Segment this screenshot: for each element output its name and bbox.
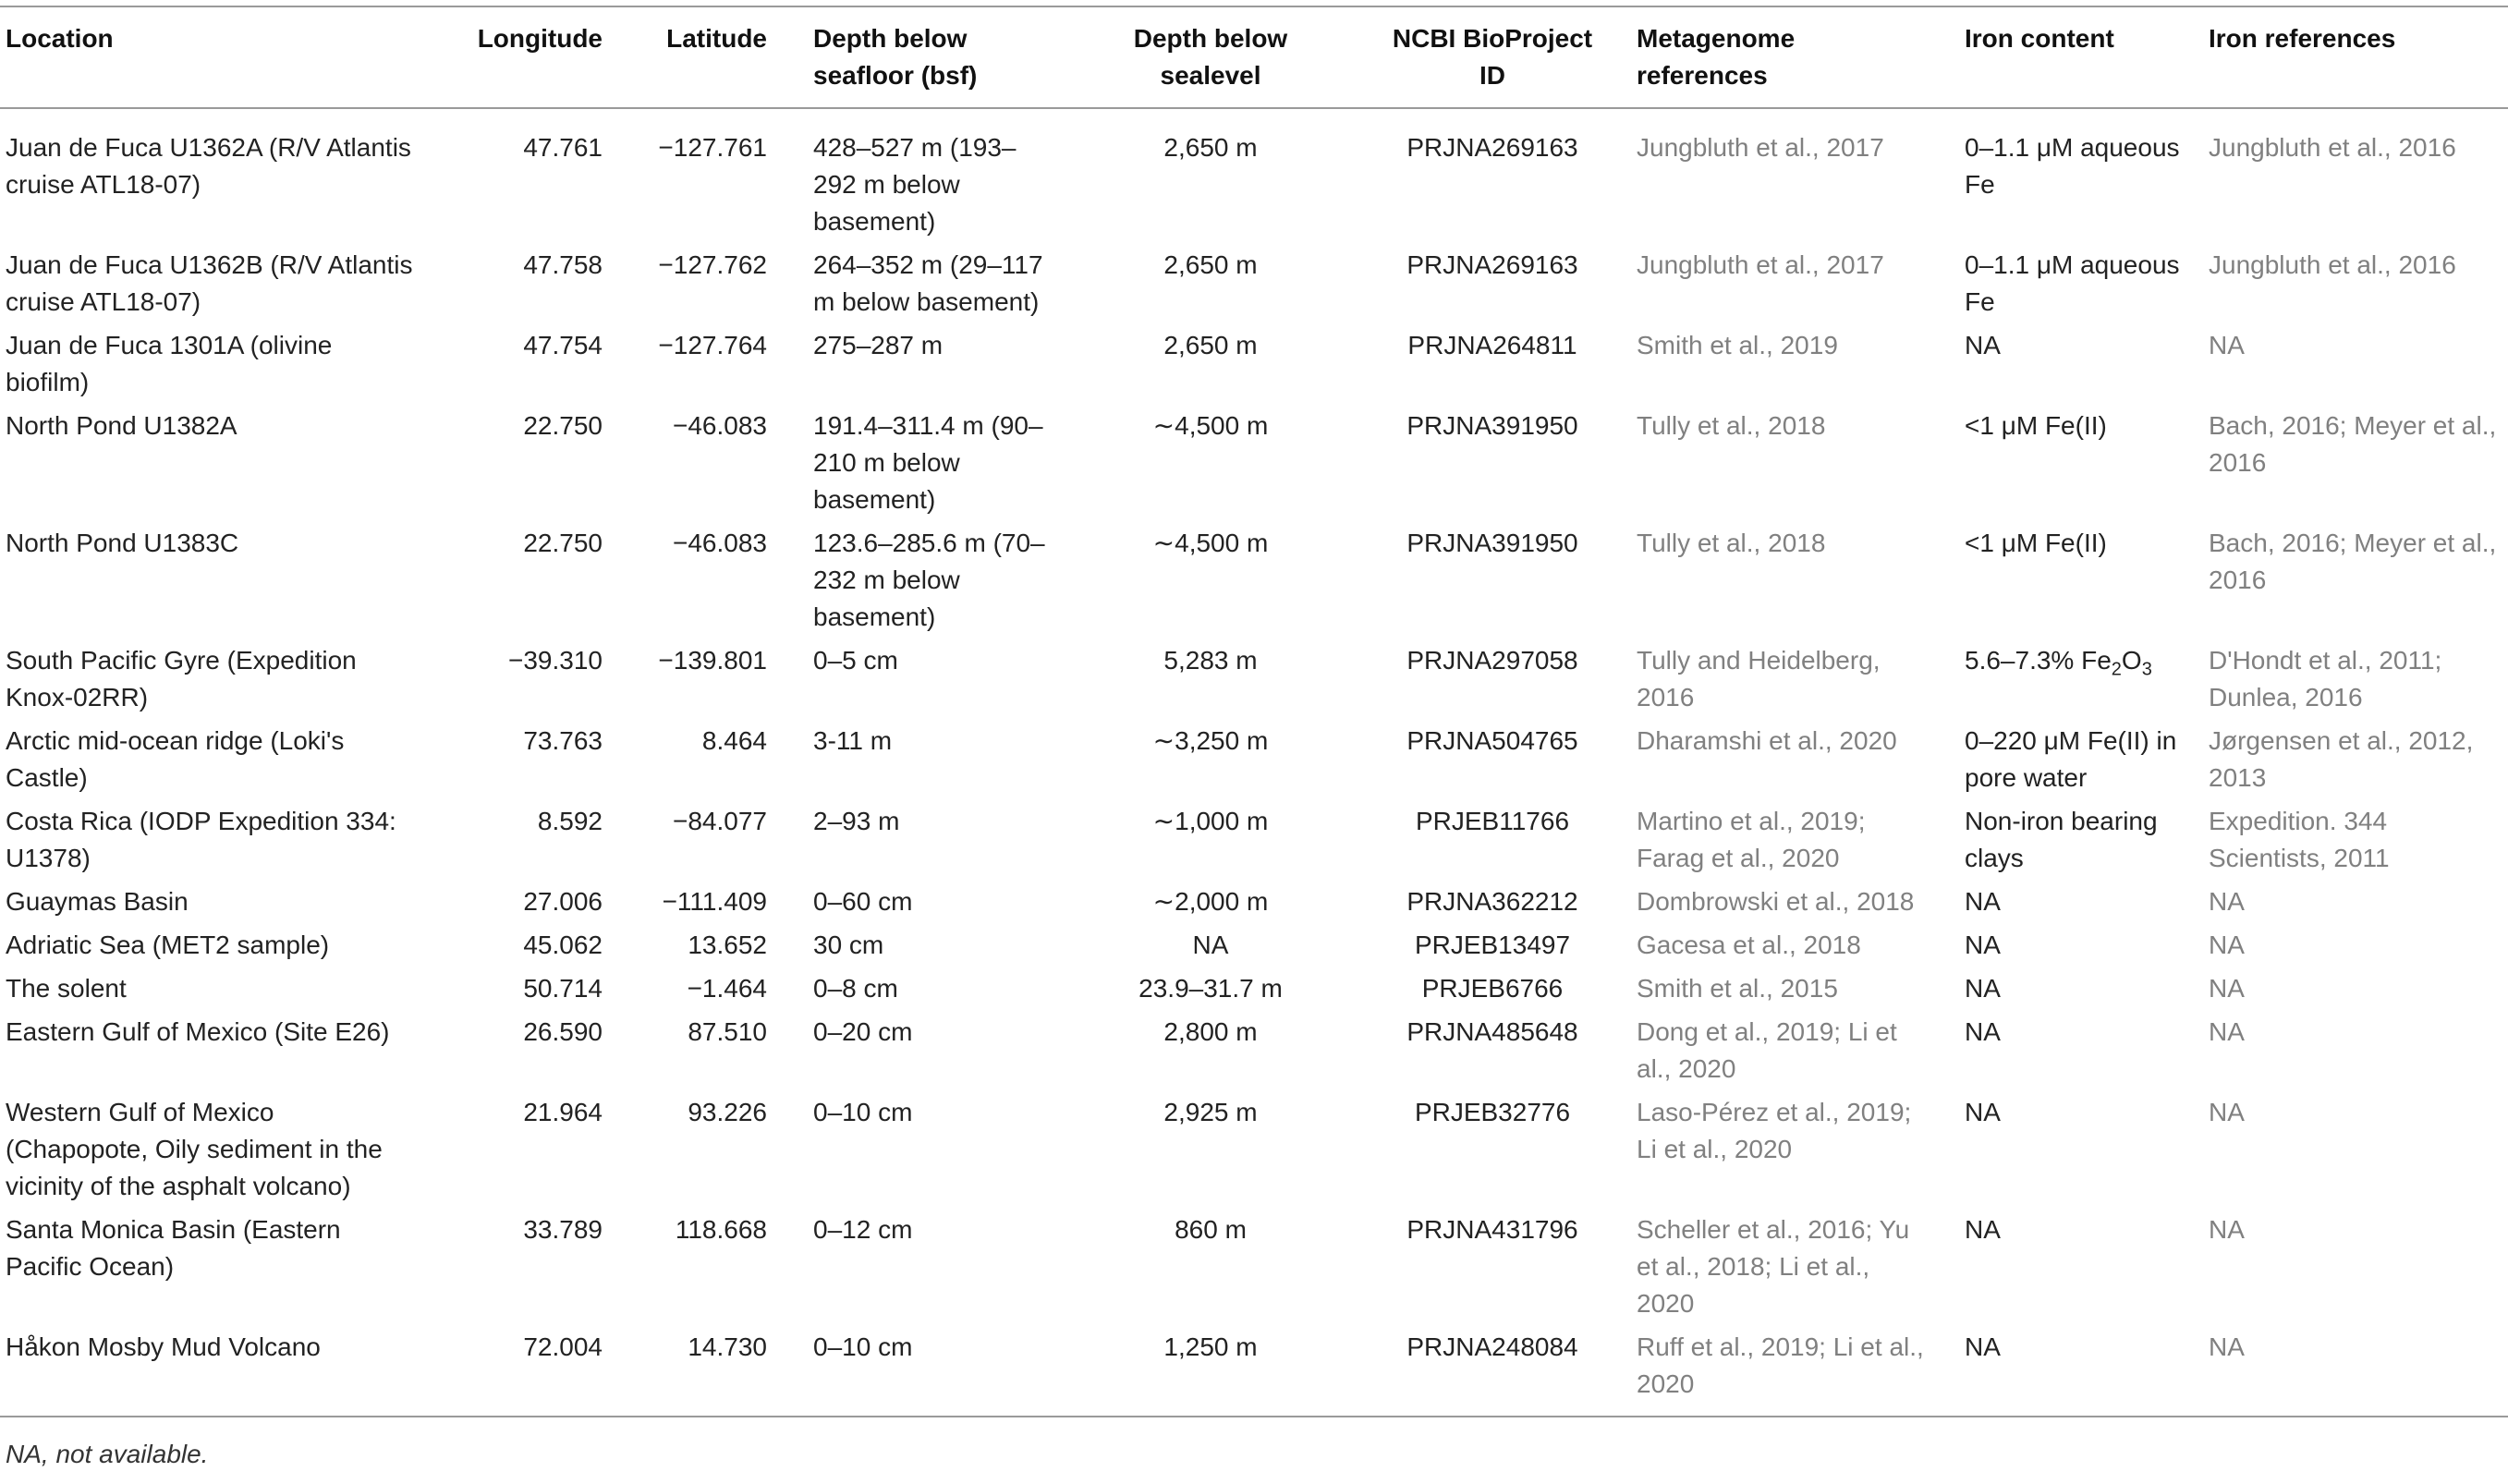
cell-latitude: −127.762 xyxy=(658,250,767,279)
cell-latitude: −46.083 xyxy=(673,411,767,440)
cell-bioproject: PRJEB32776 xyxy=(1414,1098,1571,1126)
table-row xyxy=(0,247,2508,327)
cell-iron-refs: Bach, 2016; Meyer et al., 2016 xyxy=(2209,529,2497,594)
cell-iron-content: <1 μM Fe(II) xyxy=(1965,411,2107,440)
cell-metagenome-refs: Gacesa et al., 2018 xyxy=(1637,931,1861,959)
cell-latitude: −111.409 xyxy=(662,887,767,916)
cell-latitude: 118.668 xyxy=(675,1215,767,1244)
cell-bioproject: PRJNA248084 xyxy=(1406,1332,1578,1361)
table-row xyxy=(0,970,2508,1014)
cell-iron-content: NA xyxy=(1965,1215,2001,1244)
cell-metagenome-refs: Jungbluth et al., 2017 xyxy=(1637,250,1884,279)
cell-longitude: 22.750 xyxy=(523,411,603,440)
header-location: Location xyxy=(6,24,114,53)
cell-latitude: 13.652 xyxy=(688,931,767,959)
cell-location: North Pond U1382A xyxy=(6,411,237,440)
table-row xyxy=(0,803,2508,883)
cell-location: Guaymas Basin xyxy=(6,887,189,916)
cell-depth-sealevel: 2,650 m xyxy=(1163,250,1258,279)
cell-depth-bsf: 0–8 cm xyxy=(813,974,898,1003)
cell-metagenome-refs: Tully et al., 2018 xyxy=(1637,529,1826,557)
cell-metagenome-refs: Martino et al., 2019; Farag et al., 2020 xyxy=(1637,807,1866,872)
cell-latitude: 8.464 xyxy=(701,726,767,755)
cell-iron-refs: NA xyxy=(2209,974,2245,1003)
cell-location: Adriatic Sea (MET2 sample) xyxy=(6,931,330,959)
cell-iron-refs: NA xyxy=(2209,331,2245,359)
table-body xyxy=(0,108,2508,1417)
cell-longitude: 47.754 xyxy=(523,331,603,359)
cell-iron-refs: NA xyxy=(2209,1332,2245,1361)
cell-location: South Pacific Gyre (Expedition Knox-02RR) xyxy=(6,646,357,712)
cell-location: Eastern Gulf of Mexico (Site E26) xyxy=(6,1017,390,1046)
cell-iron-content: Non-iron bearing clays xyxy=(1965,807,2158,872)
cell-location: Costa Rica (IODP Expedition 334: U1378) xyxy=(6,807,396,872)
cell-iron-content: 5.6–7.3% $Fe_2O_3$ xyxy=(1965,646,2152,680)
cell-location: Juan de Fuca 1301A (olivine biofilm) xyxy=(6,331,333,396)
cell-latitude: 87.510 xyxy=(688,1017,767,1046)
cell-location: Juan de Fuca U1362A (R/V Atlantis cruise ATL18-07) xyxy=(6,133,411,199)
cell-iron-content: 0–1.1 μM aqueous Fe xyxy=(1965,250,2180,316)
table-row xyxy=(0,108,2508,247)
cell-depth-sealevel: ∼4,500 m xyxy=(1152,529,1269,557)
table-row xyxy=(0,1211,2508,1329)
cell-metagenome-refs: Laso-Pérez et al., 2019; Li et al., 2020 xyxy=(1637,1098,1912,1163)
cell-depth-sealevel: ∼1,000 m xyxy=(1152,807,1269,835)
table-row xyxy=(0,927,2508,970)
cell-bioproject: PRJNA264811 xyxy=(1407,331,1577,359)
table-row xyxy=(0,525,2508,642)
cell-iron-content: NA xyxy=(1965,331,2001,359)
cell-iron-refs: Jungbluth et al., 2016 xyxy=(2209,133,2456,162)
cell-location: The solent xyxy=(6,974,127,1003)
table-row xyxy=(0,883,2508,927)
cell-metagenome-refs: Dong et al., 2019; Li et al., 2020 xyxy=(1637,1017,1897,1083)
cell-metagenome-refs: Tully and Heidelberg, 2016 xyxy=(1637,646,1881,712)
cell-bioproject: PRJEB13497 xyxy=(1414,931,1571,959)
cell-location: Western Gulf of Mexico (Chapopote, Oily sediment in the vicinity of the asphalt volcano) xyxy=(6,1098,383,1200)
cell-bioproject: PRJNA391950 xyxy=(1406,411,1578,440)
cell-iron-content: NA xyxy=(1965,1332,2001,1361)
cell-location: North Pond U1383C xyxy=(6,529,239,557)
cell-latitude: −46.083 xyxy=(673,529,767,557)
cell-bioproject: PRJNA297058 xyxy=(1406,646,1578,675)
cell-depth-sealevel: ∼3,250 m xyxy=(1152,726,1269,755)
cell-depth-sealevel: 2,650 m xyxy=(1163,133,1258,162)
cell-bioproject: PRJNA485648 xyxy=(1406,1017,1578,1046)
cell-location: Juan de Fuca U1362B (R/V Atlantis cruise ATL18-07) xyxy=(6,250,413,316)
cell-depth-sealevel: NA xyxy=(1192,931,1229,959)
cell-iron-refs: NA xyxy=(2209,1017,2245,1046)
cell-bioproject: PRJNA431796 xyxy=(1406,1215,1578,1244)
table-footnote: NA, not available. xyxy=(6,1440,209,1468)
cell-depth-bsf: 0–10 cm xyxy=(813,1332,913,1361)
cell-bioproject: PRJEB6766 xyxy=(1421,974,1564,1003)
cell-latitude: 14.730 xyxy=(688,1332,767,1361)
cell-depth-sealevel: ∼2,000 m xyxy=(1152,887,1269,916)
cell-latitude: 93.226 xyxy=(688,1098,767,1126)
table-row xyxy=(0,1094,2508,1211)
cell-depth-sealevel: 860 m xyxy=(1175,1215,1247,1244)
cell-location: Håkon Mosby Mud Volcano xyxy=(6,1332,321,1361)
cell-metagenome-refs: Jungbluth et al., 2017 xyxy=(1637,133,1884,162)
cell-longitude: 22.750 xyxy=(523,529,603,557)
cell-metagenome-refs: Dharamshi et al., 2020 xyxy=(1637,726,1897,755)
cell-iron-refs: Jørgensen et al., 2012, 2013 xyxy=(2209,726,2474,792)
cell-iron-refs: D'Hondt et al., 2011; Dunlea, 2016 xyxy=(2209,646,2442,712)
cell-bioproject: PRJNA391950 xyxy=(1406,529,1578,557)
cell-depth-sealevel: 5,283 m xyxy=(1163,646,1258,675)
cell-depth-bsf: 428–527 m (193–292 m below basement) xyxy=(813,133,1017,236)
header-iron-content: Iron content xyxy=(1965,24,2114,53)
cell-metagenome-refs: Scheller et al., 2016; Yu et al., 2018; Li et al., 2020 xyxy=(1637,1215,1910,1318)
header-bioproject: NCBI BioProject ID xyxy=(1392,24,1593,90)
cell-latitude: −139.801 xyxy=(658,646,767,675)
cell-iron-refs: Expedition. 344 Scientists, 2011 xyxy=(2209,807,2390,872)
cell-location: Arctic mid-ocean ridge (Loki's Castle) xyxy=(6,726,345,792)
cell-location: Santa Monica Basin (Eastern Pacific Ocean) xyxy=(6,1215,341,1281)
cell-depth-bsf: 0–10 cm xyxy=(813,1098,913,1126)
header-longitude: Longitude xyxy=(477,24,603,53)
cell-iron-content: NA xyxy=(1965,931,2001,959)
cell-depth-sealevel: 23.9–31.7 m xyxy=(1138,974,1283,1003)
cell-depth-bsf: 2–93 m xyxy=(813,807,900,835)
cell-bioproject: PRJNA269163 xyxy=(1406,250,1578,279)
cell-depth-bsf: 0–5 cm xyxy=(813,646,898,675)
header-depth-sealevel: Depth below sealevel xyxy=(1133,24,1288,90)
cell-metagenome-refs: Dombrowski et al., 2018 xyxy=(1637,887,1915,916)
table-row xyxy=(0,1014,2508,1094)
cell-depth-bsf: 0–60 cm xyxy=(813,887,913,916)
cell-depth-bsf: 123.6–285.6 m (70–232 m below basement) xyxy=(813,529,1045,631)
cell-latitude: −1.464 xyxy=(687,974,767,1003)
header-row xyxy=(0,6,2508,108)
table-row xyxy=(0,723,2508,803)
cell-longitude: 26.590 xyxy=(523,1017,603,1046)
cell-latitude: −127.764 xyxy=(658,331,767,359)
cell-longitude: 47.761 xyxy=(523,133,603,162)
cell-metagenome-refs: Ruff et al., 2019; Li et al., 2020 xyxy=(1637,1332,1924,1398)
cell-depth-bsf: 0–20 cm xyxy=(813,1017,913,1046)
cell-depth-bsf: 3-11 m xyxy=(813,726,893,755)
metagenome-sites-table xyxy=(0,6,2508,1417)
cell-longitude: 50.714 xyxy=(523,974,603,1003)
table-row xyxy=(0,327,2508,407)
cell-depth-sealevel: 2,800 m xyxy=(1163,1017,1258,1046)
cell-iron-content: NA xyxy=(1965,887,2001,916)
cell-longitude: −39.310 xyxy=(508,646,603,675)
cell-bioproject: PRJNA362212 xyxy=(1406,887,1578,916)
cell-latitude: −84.077 xyxy=(673,807,767,835)
cell-bioproject: PRJNA269163 xyxy=(1406,133,1578,162)
cell-longitude: 73.763 xyxy=(523,726,603,755)
cell-bioproject: PRJNA504765 xyxy=(1406,726,1578,755)
cell-iron-content: <1 μM Fe(II) xyxy=(1965,529,2107,557)
cell-iron-content: 0–220 μM Fe(II) in pore water xyxy=(1965,726,2177,792)
cell-depth-sealevel: 2,925 m xyxy=(1163,1098,1258,1126)
cell-longitude: 21.964 xyxy=(523,1098,603,1126)
table-header xyxy=(0,6,2508,108)
cell-iron-refs: Jungbluth et al., 2016 xyxy=(2209,250,2456,279)
cell-depth-bsf: 30 cm xyxy=(813,931,884,959)
cell-depth-bsf: 275–287 m xyxy=(813,331,944,359)
cell-depth-bsf: 0–12 cm xyxy=(813,1215,913,1244)
cell-iron-refs: Bach, 2016; Meyer et al., 2016 xyxy=(2209,411,2497,477)
cell-longitude: 33.789 xyxy=(523,1215,603,1244)
header-metagenome-refs: Metagenome references xyxy=(1637,24,1796,90)
cell-iron-refs: NA xyxy=(2209,931,2245,959)
cell-iron-content: NA xyxy=(1965,1017,2001,1046)
table-row xyxy=(0,407,2508,525)
header-latitude: Latitude xyxy=(666,24,767,53)
cell-latitude: −127.761 xyxy=(658,133,767,162)
cell-depth-bsf: 264–352 m (29–117 m below basement) xyxy=(813,250,1043,316)
header-iron-refs: Iron references xyxy=(2209,24,2396,53)
header-depth-bsf: Depth below seafloor (bsf) xyxy=(813,24,978,90)
cell-longitude: 47.758 xyxy=(523,250,603,279)
cell-depth-sealevel: 2,650 m xyxy=(1163,331,1258,359)
cell-iron-refs: NA xyxy=(2209,887,2245,916)
cell-depth-sealevel: ∼4,500 m xyxy=(1152,411,1269,440)
cell-metagenome-refs: Smith et al., 2019 xyxy=(1637,331,1838,359)
cell-iron-refs: NA xyxy=(2209,1098,2245,1126)
cell-iron-content: 0–1.1 μM aqueous Fe xyxy=(1965,133,2180,199)
cell-depth-sealevel: 1,250 m xyxy=(1163,1332,1258,1361)
cell-depth-bsf: 191.4–311.4 m (90–210 m below basement) xyxy=(813,411,1043,514)
cell-metagenome-refs: Smith et al., 2015 xyxy=(1637,974,1838,1003)
cell-iron-content: NA xyxy=(1965,1098,2001,1126)
cell-longitude: 8.592 xyxy=(537,807,603,835)
cell-iron-refs: NA xyxy=(2209,1215,2245,1244)
cell-metagenome-refs: Tully et al., 2018 xyxy=(1637,411,1826,440)
table-row xyxy=(0,1329,2508,1417)
cell-longitude: 27.006 xyxy=(523,887,603,916)
cell-longitude: 45.062 xyxy=(523,931,603,959)
cell-bioproject: PRJEB11766 xyxy=(1415,807,1570,835)
cell-longitude: 72.004 xyxy=(523,1332,603,1361)
table-row xyxy=(0,642,2508,723)
cell-iron-content: NA xyxy=(1965,974,2001,1003)
